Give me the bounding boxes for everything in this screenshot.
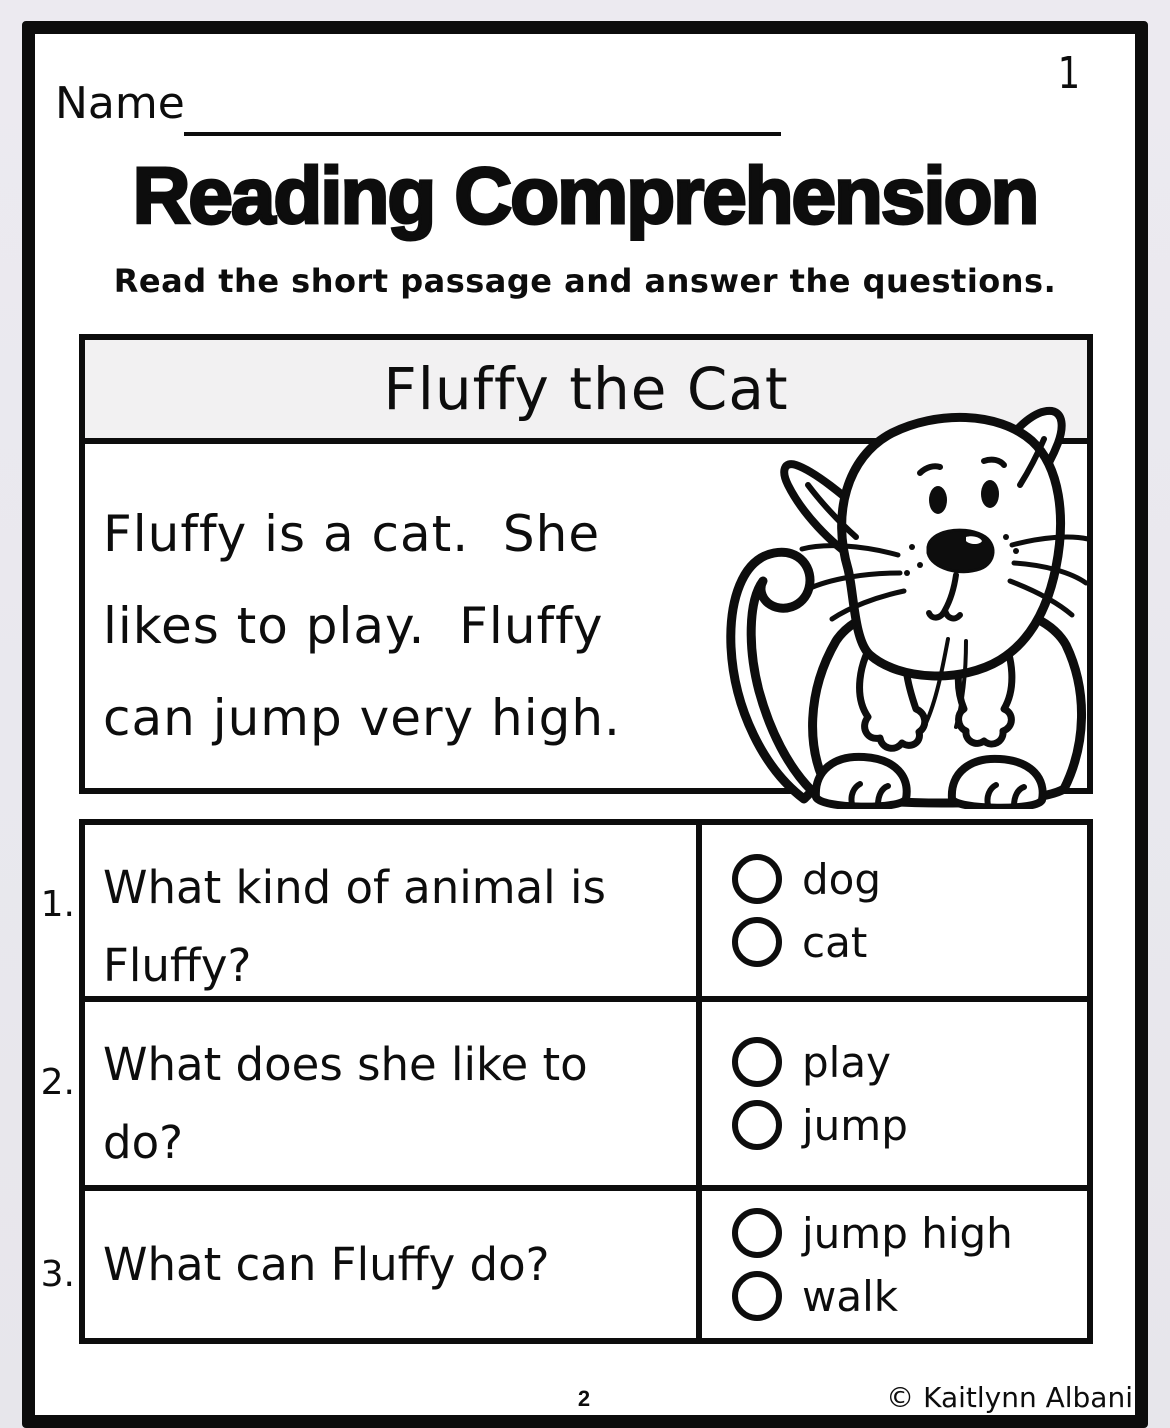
question-row-2 (85, 1002, 1087, 1191)
answer-options-cell (702, 825, 1087, 996)
answer-option-walk[interactable] (732, 1271, 1087, 1321)
answer-option-cat[interactable] (732, 917, 1087, 967)
answer-option-dog[interactable] (732, 854, 1087, 904)
passage-line: can jump very high. (103, 689, 621, 747)
passage-line: Fluffy is a cat. She (103, 505, 601, 563)
question-number-2: 2. (40, 1062, 75, 1103)
radio-circle[interactable] (732, 1037, 782, 1087)
passage-line: likes to play. Fluffy (103, 597, 604, 655)
question-text-cell (85, 1002, 702, 1185)
answer-option-play[interactable] (732, 1037, 1087, 1087)
worksheet-page (22, 21, 1148, 1428)
page-subtitle: Read the short passage and answer the questions. (113, 262, 1057, 300)
option-label[interactable]: cat (802, 917, 868, 967)
question-row-3 (85, 1191, 1087, 1338)
option-label[interactable]: dog (802, 854, 882, 904)
name-label: Name (55, 78, 185, 129)
option-label[interactable]: play (802, 1037, 891, 1087)
copyright-text: © Kaitlynn Albani (886, 1381, 1133, 1414)
question-number-1: 1. (40, 884, 75, 925)
passage-text (103, 488, 621, 764)
question-line: What does she like to (103, 1038, 588, 1091)
radio-circle[interactable] (732, 854, 782, 904)
page-title: Reading Comprehension (132, 151, 1038, 240)
option-label[interactable]: walk (802, 1271, 899, 1321)
radio-circle[interactable] (732, 1100, 782, 1150)
questions-table (79, 819, 1093, 1344)
radio-circle[interactable] (732, 1271, 782, 1321)
question-line: Fluffy? (103, 939, 252, 992)
radio-circle[interactable] (732, 917, 782, 967)
answer-option-jump-high[interactable] (732, 1208, 1087, 1258)
answer-option-jump[interactable] (732, 1100, 1087, 1150)
radio-circle[interactable] (732, 1208, 782, 1258)
question-line: do? (103, 1116, 183, 1169)
passage-title: Fluffy the Cat (85, 340, 1087, 444)
question-text-cell (85, 1191, 702, 1338)
cat-illustration-icon (704, 397, 1094, 809)
answer-options-cell (702, 1191, 1087, 1338)
question-number-3: 3. (40, 1254, 75, 1295)
question-line: What can Fluffy do? (103, 1237, 550, 1291)
question-row-1 (85, 825, 1087, 1002)
question-line: What kind of animal is (103, 861, 606, 914)
corner-page-number: 1 (1057, 48, 1081, 99)
answer-options-cell (702, 1002, 1087, 1185)
option-label[interactable]: jump high (802, 1208, 1013, 1258)
name-input-line[interactable] (184, 132, 781, 136)
option-label[interactable]: jump (802, 1100, 908, 1150)
footer-page-number: 2 (577, 1386, 591, 1411)
question-text-cell (85, 825, 702, 996)
